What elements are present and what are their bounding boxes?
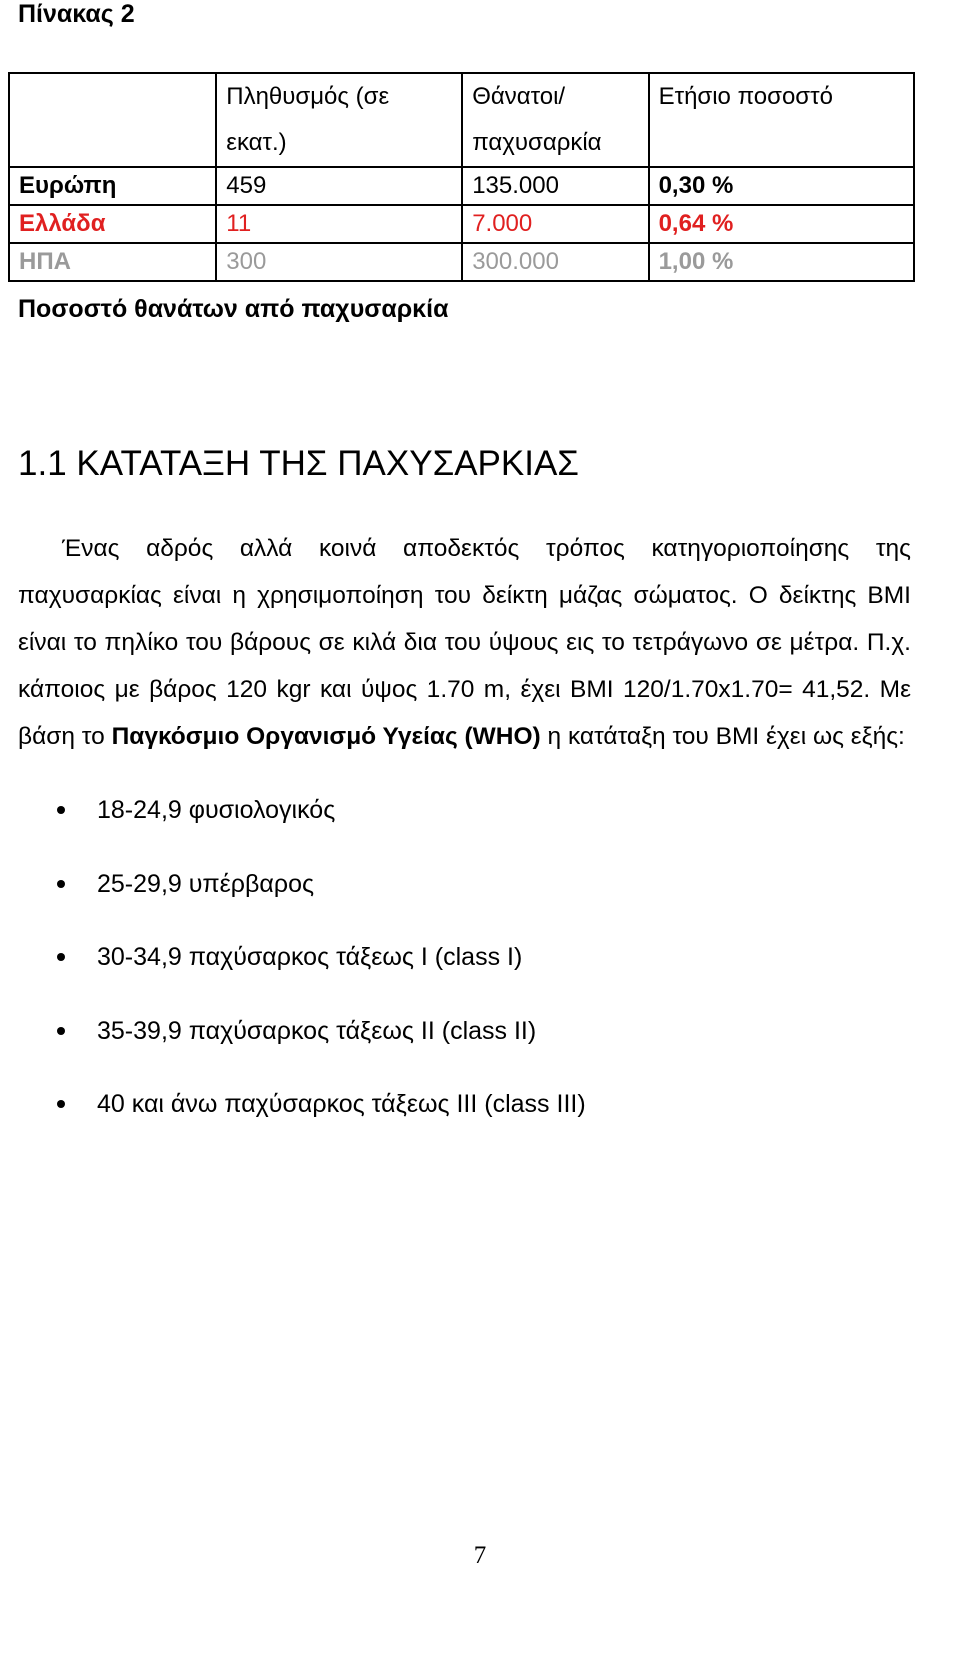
header-population-unit: εκατ.)	[226, 129, 287, 156]
body-paragraph	[18, 525, 911, 760]
paragraph-text-start: Ένας αδρός αλλά κοινά αποδεκτός τρόπος κατηγοριοποίησης της παχυσαρκίας είναι η χρησιμοποίηση του δείκτη μάζας σώματος. Ο δείκτης BMI είναι το πηλίκο του βάρους σε κιλά δια του ύψους εις το τετράγωνο σε μέτρα. Π.χ. κάποιος με βάρος 120 kgr και ύψος 1.70 m, έχει BMI 120/1.70x1.70= 41,52. Με βάση το	[18, 535, 911, 750]
bullet-icon	[57, 880, 65, 888]
list-item-text: 35-39,9 παχύσαρκος τάξεως II (class II)	[97, 1016, 537, 1045]
table-header-row	[9, 73, 914, 167]
header-deaths-line1: Θάνατοι/	[472, 83, 566, 110]
table-row	[9, 167, 914, 205]
header-cell-empty	[9, 73, 216, 167]
header-population-word: Πληθυσμός	[226, 83, 349, 110]
header-cell-rate	[649, 73, 914, 167]
header-rate-label: Ετήσιο ποσοστό	[658, 83, 833, 110]
country-cell: ΗΠΑ	[9, 243, 216, 281]
population-cell: 300	[216, 243, 462, 281]
list-item-text: 18-24,9 φυσιολογικός	[97, 796, 336, 824]
table-row	[9, 243, 914, 281]
country-cell: Ελλάδα	[9, 205, 216, 243]
list-item-text: 40 και άνω παχύσαρκος τάξεως III (class III)	[97, 1090, 586, 1118]
country-cell: Ευρώπη	[9, 167, 216, 205]
header-deaths-line2: παχυσαρκία	[472, 129, 602, 156]
bullet-icon	[57, 806, 65, 814]
population-cell: 459	[216, 167, 462, 205]
bullet-icon	[57, 1100, 65, 1108]
list-item-text: 30-34,9 παχύσαρκος τάξεως I (class I)	[97, 943, 523, 971]
table-caption: Ποσοστό θανάτων από παχυσαρκία	[18, 295, 449, 323]
table-heading: Πίνακας 2	[18, 0, 135, 28]
header-cell-deaths	[462, 73, 648, 167]
rate-cell: 0,30 %	[649, 167, 914, 205]
deaths-cell: 7.000	[462, 205, 648, 243]
population-cell: 11	[216, 205, 462, 243]
header-cell-population	[216, 73, 462, 167]
section-title: 1.1 ΚΑΤΑΤΑΞΗ ΤΗΣ ΠΑΧΥΣΑΡΚΙΑΣ	[18, 444, 579, 483]
rate-cell: 0,64 %	[649, 205, 914, 243]
paragraph-who-reference: Παγκόσμιο Οργανισμό Υγείας (WHO)	[111, 723, 541, 750]
paragraph-text-end: η κατάταξη του BMI έχει ως εξής:	[540, 723, 905, 750]
deaths-cell: 300.000	[462, 243, 648, 281]
bullet-icon	[57, 1027, 65, 1035]
deaths-cell: 135.000	[462, 167, 648, 205]
page-number: 7	[473, 1542, 487, 1569]
header-population-paren: (σε	[355, 83, 390, 110]
table-row	[9, 205, 914, 243]
list-item-text: 25-29,9 υπέρβαρος	[97, 869, 315, 898]
bullet-icon	[57, 953, 65, 961]
rate-cell: 1,00 %	[649, 243, 914, 281]
mortality-table	[8, 72, 915, 282]
